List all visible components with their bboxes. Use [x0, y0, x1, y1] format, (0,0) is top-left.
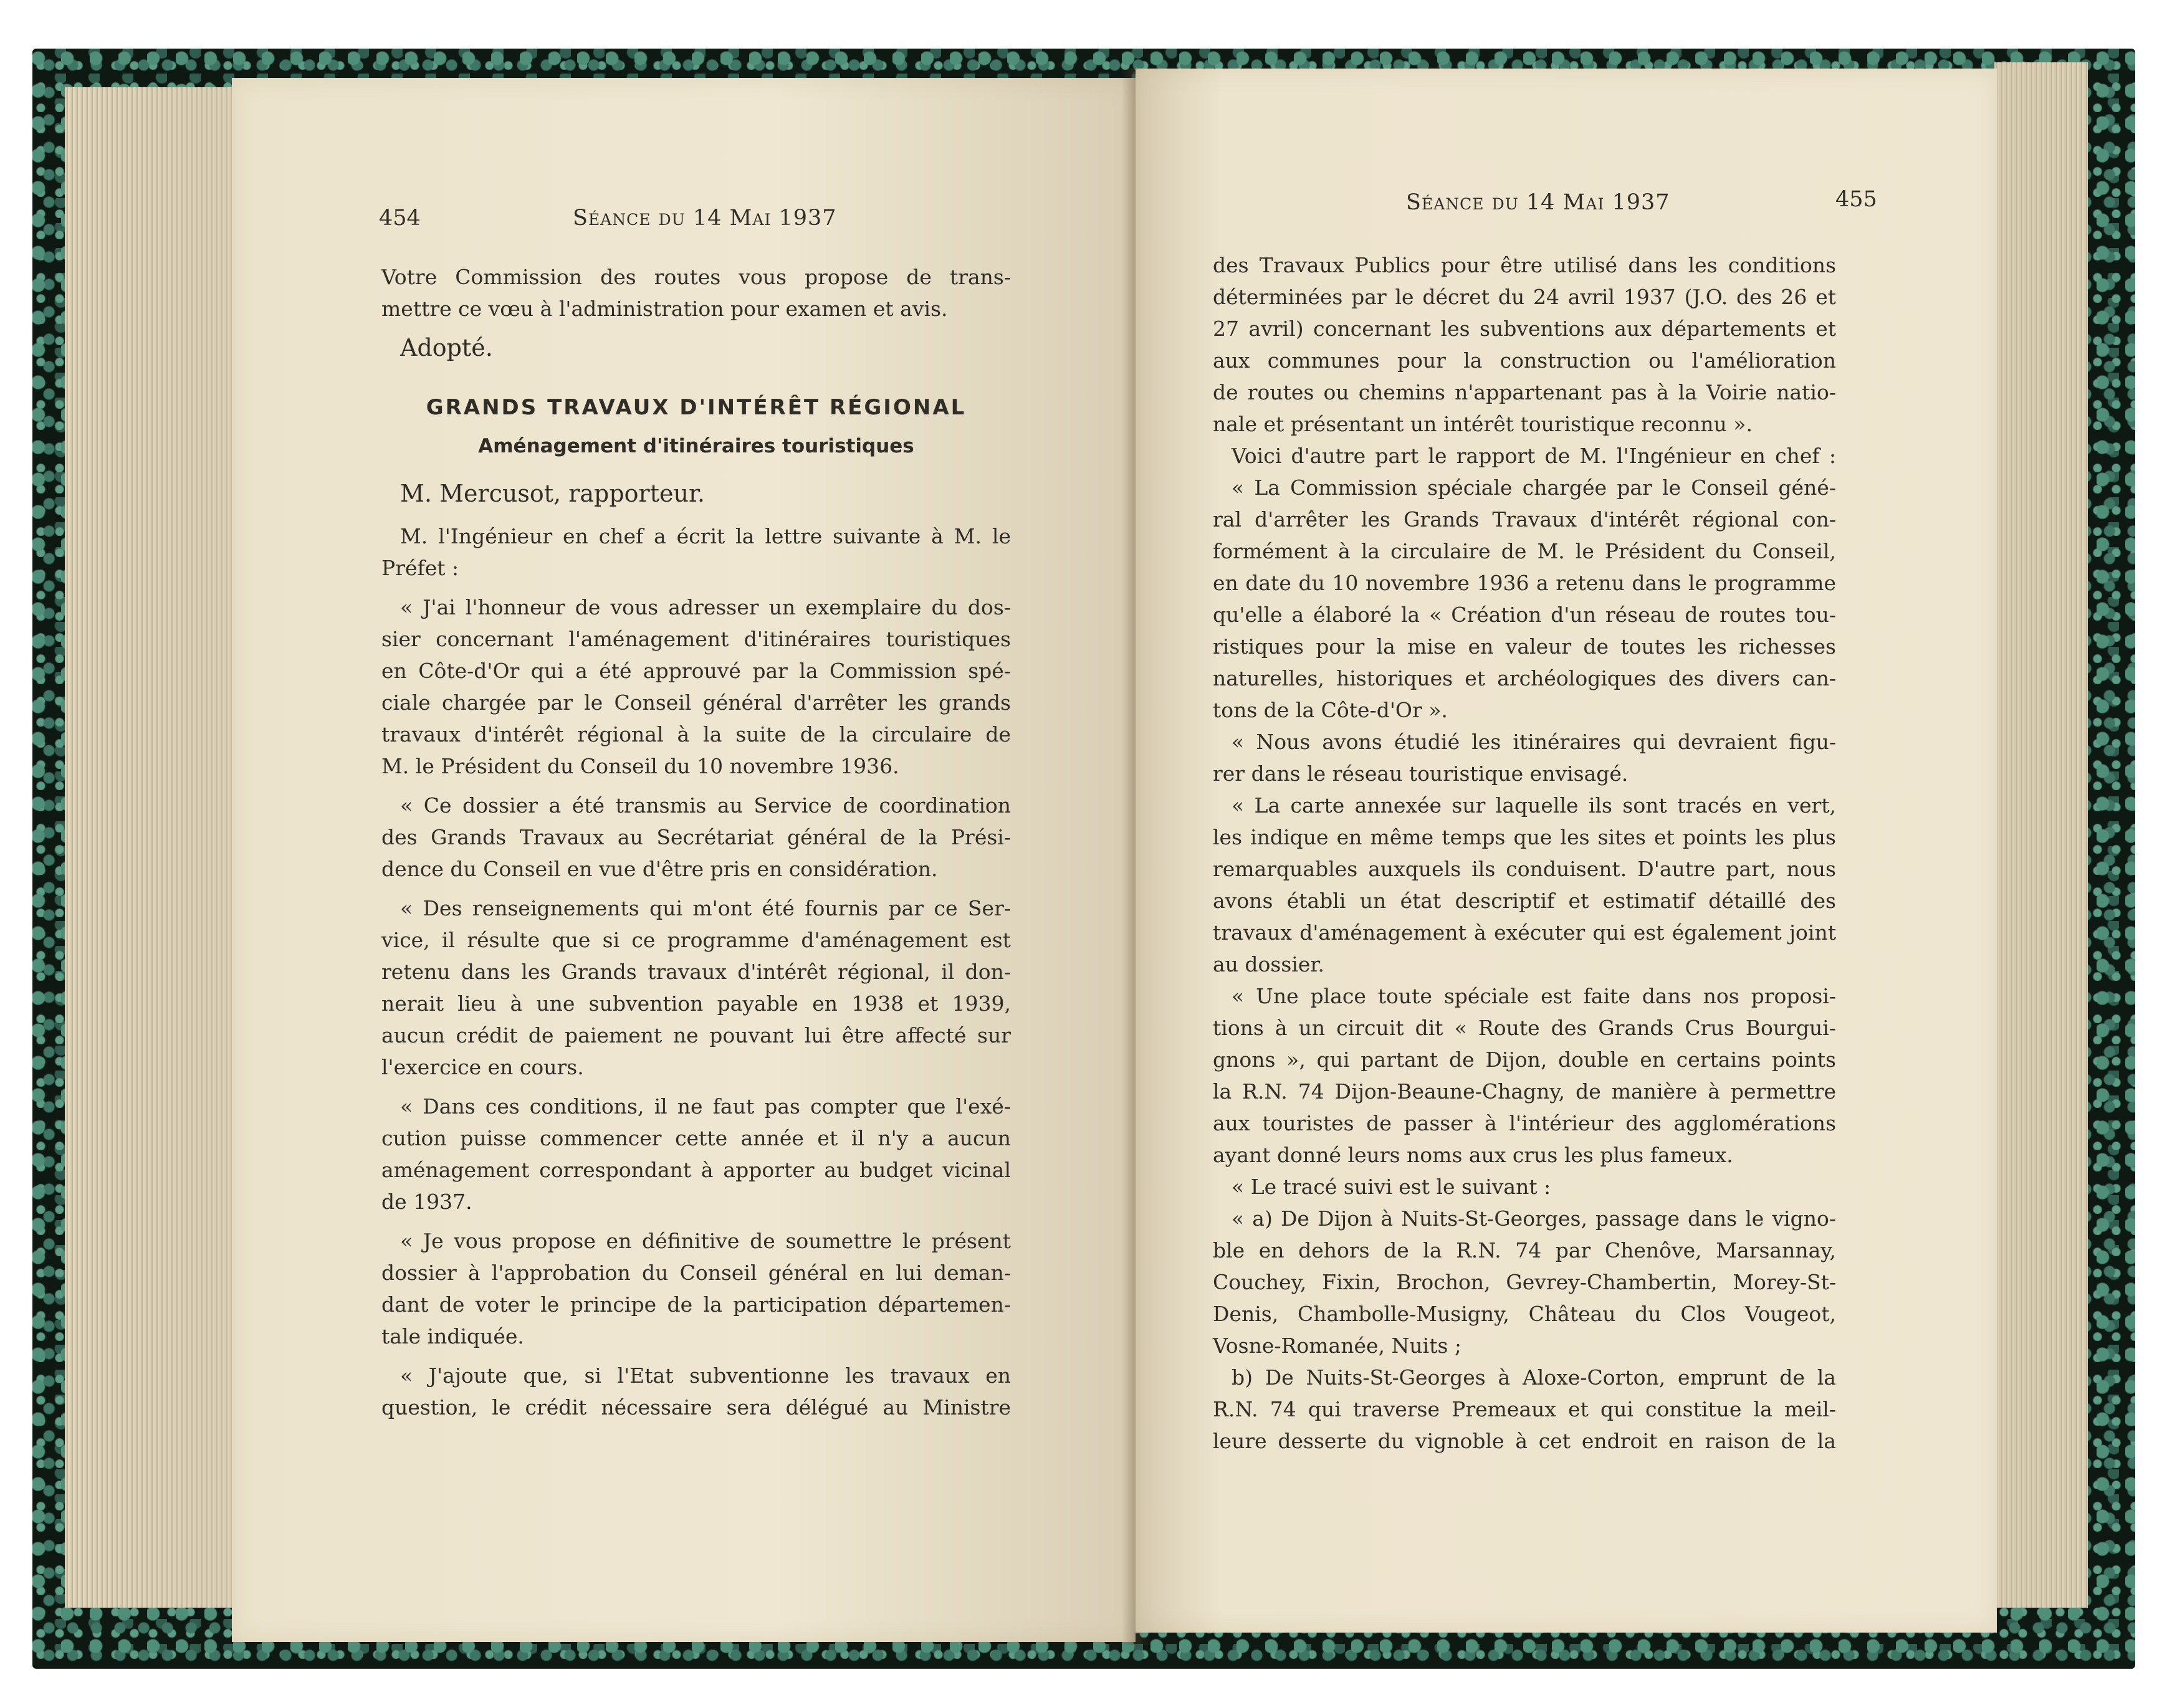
- text-line: vice, il résulte que si ce programme d'aménagement est: [381, 928, 1011, 952]
- paragraph: [1213, 440, 1836, 472]
- paragraph: [381, 1225, 1011, 1352]
- text-line: « Nous avons étudié les itinéraires qui devraient figu-: [1232, 730, 1836, 754]
- text-line: déterminées par le décret du 24 avril 1937 (J.O. des 26 et: [1213, 285, 1836, 309]
- text-line: aucun crédit de paiement ne pouvant lui être affecté sur: [381, 1023, 1011, 1047]
- text-line: question, le crédit nécessaire sera délégué au Ministre: [381, 1395, 1011, 1419]
- text-line: ral d'arrêter les Grands Travaux d'intérêt régional con-: [1213, 507, 1836, 532]
- text-line: qu'elle a élaboré la « Création d'un réseau de routes tou-: [1213, 603, 1836, 627]
- page-number: 454: [379, 206, 421, 231]
- text-line: les indique en même temps que les sites et points les plus: [1213, 825, 1836, 849]
- right-page-body: [1213, 249, 1836, 1457]
- paragraph: [1213, 472, 1836, 726]
- paragraph: [381, 1090, 1011, 1218]
- text-line: Voici d'autre part le rapport de M. l'Ingénieur en chef :: [1232, 444, 1836, 468]
- running-head: Séance du 14 Mai 1937: [573, 206, 837, 231]
- right-page: [1136, 69, 1997, 1633]
- text-line: Vosne-Romanée, Nuits ;: [1213, 1333, 1461, 1358]
- page-edges-left: [65, 87, 233, 1608]
- text-line: ayant donné leurs noms aux crus les plus fameux.: [1213, 1143, 1733, 1167]
- text-line: « a) De Dijon à Nuits-St-Georges, passage dans le vigno-: [1232, 1206, 1836, 1231]
- text-line: Denis, Chambolle-Musigny, Château du Clos Vougeot,: [1213, 1302, 1836, 1326]
- paragraph: [1213, 980, 1836, 1171]
- left-page-body: [381, 261, 1011, 1423]
- text-line: « La carte annexée sur laquelle ils sont tracés en vert,: [1232, 793, 1836, 818]
- text-line: des Grands Travaux au Secrétariat général de la Prési-: [381, 825, 1011, 849]
- section-subtitle: Aménagement d'itinéraires touristiques: [478, 435, 914, 457]
- text-line: aux touristes de passer à l'intérieur des agglomérations: [1213, 1111, 1836, 1135]
- text-line: rer dans le réseau touristique envisagé.: [1213, 761, 1629, 786]
- text-line: remarquables auxquels ils conduisent. D'autre part, nous: [1213, 857, 1836, 881]
- page-edges-right: [1994, 62, 2088, 1608]
- text-line: « Ce dossier a été transmis au Service de coordination: [400, 793, 1011, 818]
- text-line: « Des renseignements qui m'ont été fournis par ce Ser-: [400, 896, 1011, 920]
- text-line: avons établi un état descriptif et estimatif détaillé des: [1213, 889, 1836, 913]
- text-line: M. l'Ingénieur en chef a écrit la lettre suivante à M. le: [400, 524, 1011, 548]
- text-line: tale indiquée.: [381, 1324, 524, 1348]
- text-line: sier concernant l'aménagement d'itinéraires touristiques: [381, 627, 1011, 651]
- page-number: 455: [1835, 187, 1877, 212]
- paragraph: [1213, 790, 1836, 980]
- text-line: aux communes pour la construction ou l'amélioration: [1213, 348, 1836, 373]
- text-line: gnons », qui partant de Dijon, double en certains points: [1213, 1047, 1836, 1072]
- text-line: naturelles, historiques et archéologiques des divers can-: [1213, 666, 1836, 690]
- paragraph: [1213, 726, 1836, 790]
- text-line: « Je vous propose en définitive de soumettre le présent: [400, 1229, 1011, 1253]
- text-line: b) De Nuits-St-Georges à Aloxe-Corton, emprunt de la: [1232, 1365, 1836, 1390]
- text-line: M. le Président du Conseil du 10 novembre 1936.: [381, 754, 899, 778]
- paragraph: [381, 520, 1011, 584]
- text-line: « Dans ces conditions, il ne faut pas compter que l'exé-: [400, 1094, 1011, 1119]
- text-line: Couchey, Fixin, Brochon, Gevrey-Chambertin, Morey-St-: [1213, 1270, 1836, 1294]
- adopted-text: Adopté.: [400, 334, 493, 361]
- text-line: « La Commission spéciale chargée par le Conseil géné-: [1232, 475, 1836, 500]
- text-line: en date du 10 novembre 1936 a retenu dans le programme: [1213, 571, 1836, 595]
- text-line: travaux d'intérêt régional à la suite de la circulaire de: [381, 722, 1011, 747]
- text-line: de 1937.: [381, 1190, 472, 1214]
- paragraph: [381, 591, 1011, 782]
- paragraph: [381, 1360, 1011, 1423]
- text-line: des Travaux Publics pour être utilisé dans les conditions: [1213, 253, 1836, 277]
- text-line: ble en dehors de la R.N. 74 par Chenôve, Marsannay,: [1213, 1238, 1836, 1262]
- text-line: leure desserte du vignoble à cet endroit en raison de la: [1213, 1429, 1836, 1453]
- text-line: de routes ou chemins n'appartenant pas à la Voirie natio-: [1213, 380, 1836, 404]
- text-line: R.N. 74 qui traverse Premeaux et qui constitue la meil-: [1213, 1397, 1836, 1421]
- paragraph: [381, 261, 1011, 325]
- paragraph: [1213, 1203, 1836, 1362]
- text-line: aménagement correspondant à apporter au budget vicinal: [381, 1158, 1011, 1182]
- text-line: dant de voter le principe de la participation départemen-: [381, 1292, 1011, 1317]
- text-line: en Côte-d'Or qui a été approuvé par la Commission spé-: [381, 659, 1011, 683]
- text-line: « Le tracé suivi est le suivant :: [1232, 1175, 1551, 1199]
- text-line: 27 avril) concernant les subventions aux départements et: [1213, 317, 1836, 341]
- paragraph: [381, 892, 1011, 1083]
- running-head: Séance du 14 Mai 1937: [1406, 190, 1670, 215]
- text-line: « J'ajoute que, si l'Etat subventionne les travaux en: [400, 1363, 1011, 1388]
- text-line: ciale chargée par le Conseil général d'arrêter les grands: [381, 690, 1011, 715]
- text-line: « Une place toute spéciale est faite dans nos proposi-: [1232, 984, 1836, 1008]
- paragraph: [1213, 1362, 1836, 1457]
- text-line: « J'ai l'honneur de vous adresser un exemplaire du dos-: [400, 595, 1011, 619]
- text-line: l'exercice en cours.: [381, 1055, 584, 1079]
- paragraph: [381, 790, 1011, 885]
- text-line: dence du Conseil en vue d'être pris en considération.: [381, 857, 938, 881]
- section-title: GRANDS TRAVAUX D'INTÉRÊT RÉGIONAL: [426, 395, 967, 420]
- text-line: ristiques pour la mise en valeur de toutes les richesses: [1213, 634, 1836, 659]
- text-line: retenu dans les Grands travaux d'intérêt régional, il don-: [381, 960, 1011, 984]
- text-line: nerait lieu à une subvention payable en 1938 et 1939,: [381, 991, 1011, 1016]
- text-line: Préfet :: [381, 556, 459, 580]
- text-line: cution puisse commencer cette année et il n'y a aucun: [381, 1126, 1011, 1150]
- text-line: mettre ce vœu à l'administration pour examen et avis.: [381, 297, 948, 321]
- text-line: tions à un circuit dit « Route des Grands Crus Bourgui-: [1213, 1016, 1836, 1040]
- paragraph: [1213, 1171, 1836, 1203]
- text-line: au dossier.: [1213, 952, 1325, 976]
- rapporteur-line: M. Mercusot, rapporteur.: [400, 480, 706, 507]
- left-page: [232, 78, 1136, 1642]
- text-line: dossier à l'approbation du Conseil général en lui deman-: [381, 1261, 1011, 1285]
- text-line: la R.N. 74 Dijon-Beaune-Chagny, de manière à permettre: [1213, 1079, 1836, 1104]
- text-line: formément à la circulaire de M. le Président du Conseil,: [1213, 539, 1836, 563]
- text-line: tons de la Côte-d'Or ».: [1213, 698, 1448, 722]
- text-line: travaux d'aménagement à exécuter qui est également joint: [1213, 920, 1836, 945]
- text-line: Votre Commission des routes vous propose de trans-: [381, 265, 1011, 289]
- paragraph: [1213, 249, 1836, 440]
- text-line: nale et présentant un intérêt touristique reconnu ».: [1213, 412, 1753, 436]
